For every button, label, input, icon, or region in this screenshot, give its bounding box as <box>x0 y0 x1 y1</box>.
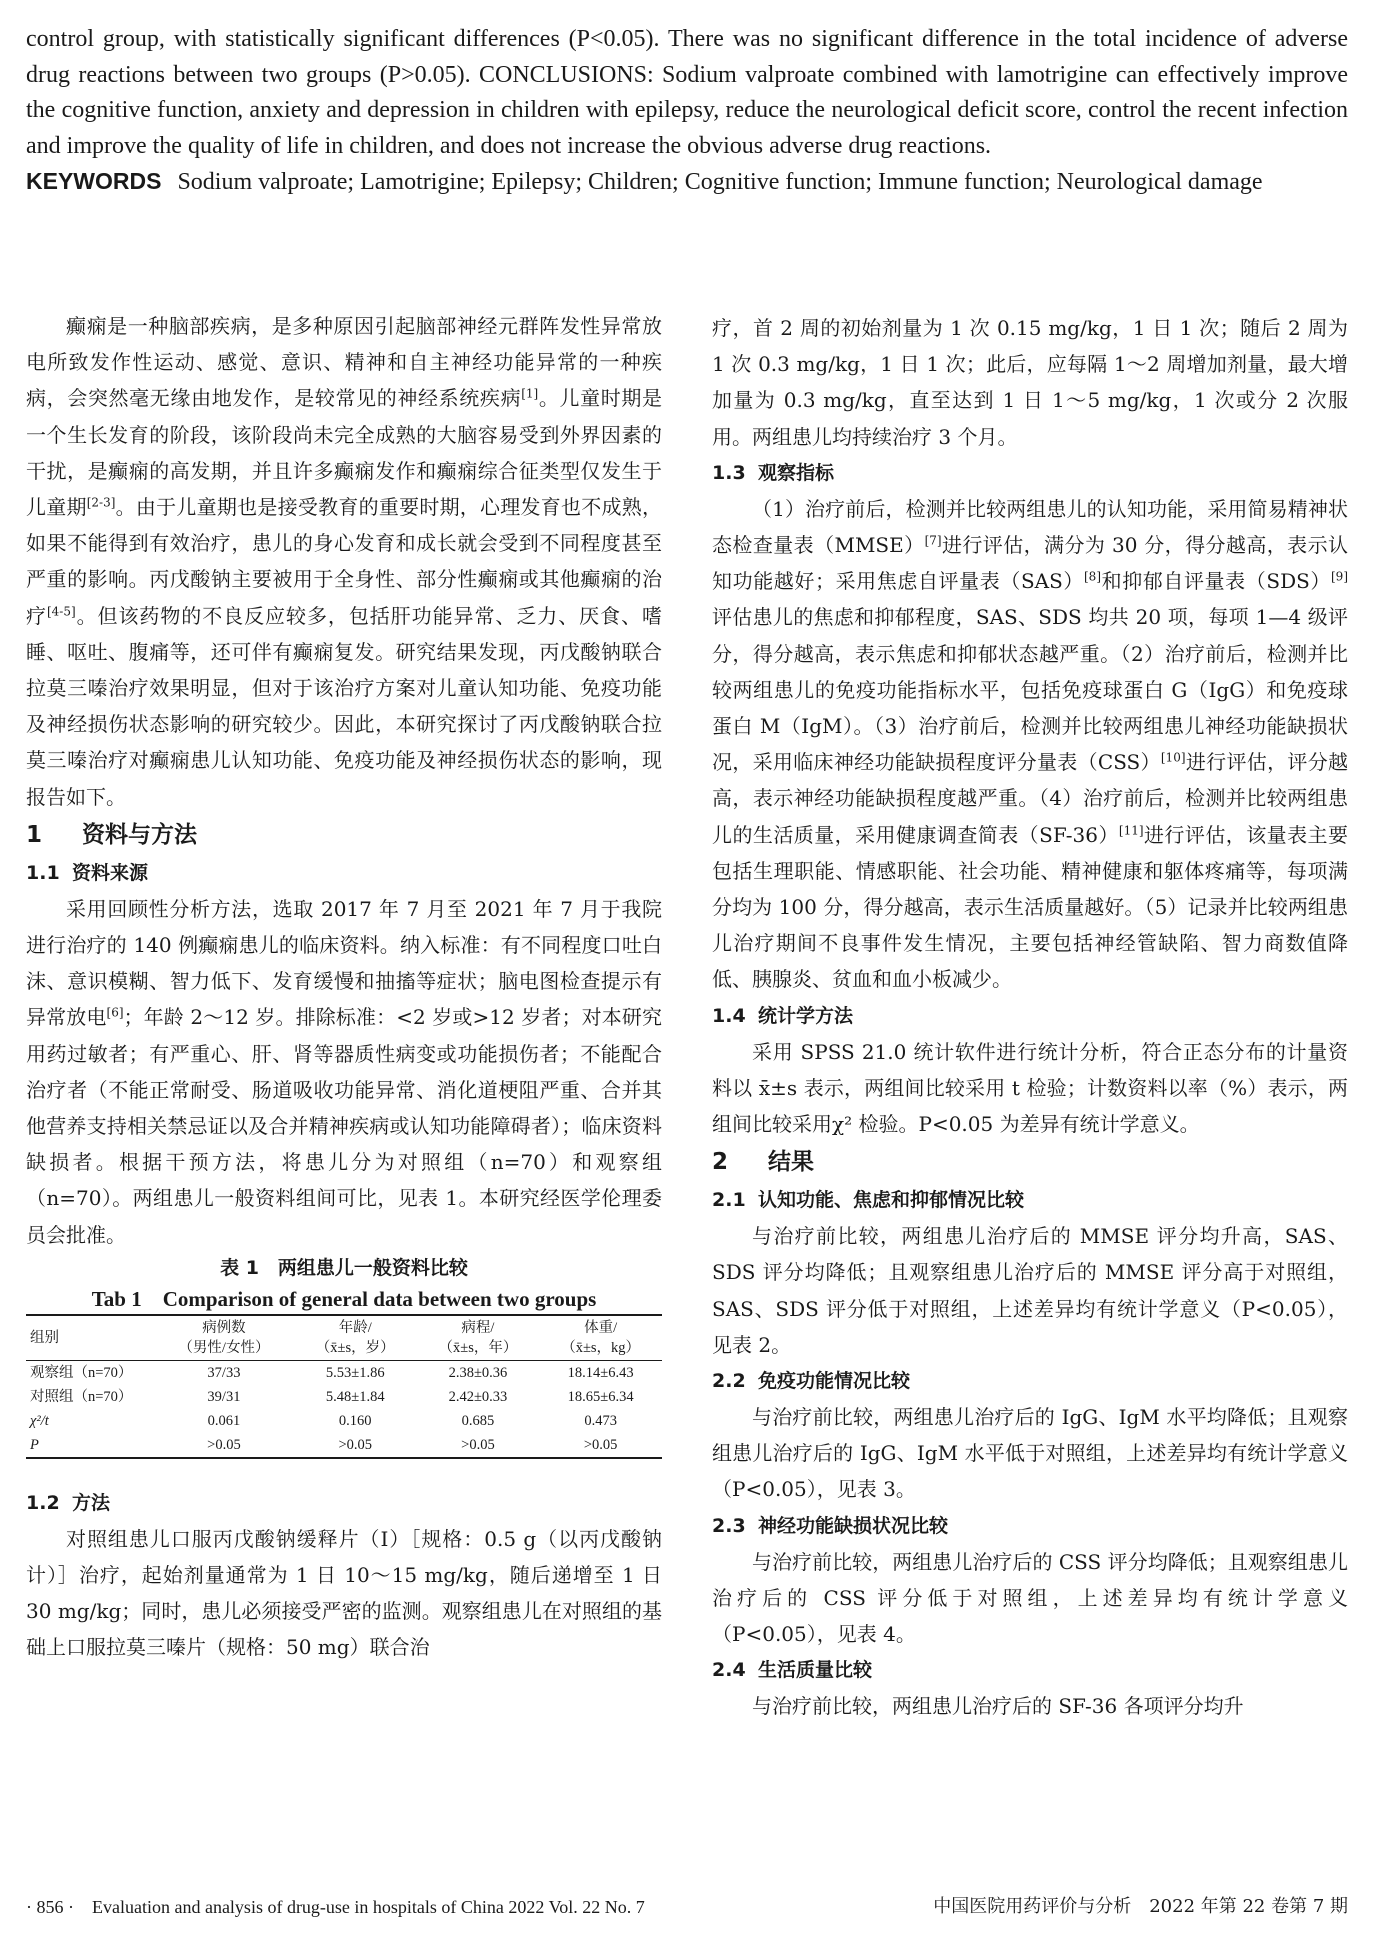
abstract-text: control group, with statistically significant differences (P<0.05). There was no significant difference in the total incidence of adverse drug reactions between two groups (P>0.05). CONCLUSIONS: Sodium valproate combined with lamotrigine can effectively improve the cognitive function, anxiety and depression in children with epilepsy, reduce the neurological deficit score, control the recent infection and improve the quality of life in children, and does not increase the obvious adverse drug reactions. <box>26 26 1348 159</box>
table-cell: >0.05 <box>461 1436 495 1453</box>
section-number: 1.1 <box>26 861 60 884</box>
statistics-paragraph: 采用 SPSS 21.0 统计软件进行统计分析，符合正态分布的计量资料以 x̄±s 表示，两组间比较采用 t 检验；计数资料以率（%）表示，两组间比较采用χ² 检验。P<0.05 为差异有统计学意义。 <box>712 1039 1348 1137</box>
table-cell: 5.53±1.86 <box>325 1364 385 1381</box>
table-row <box>26 1409 662 1433</box>
section-heading-2-2 <box>712 1363 1348 1399</box>
obs-text-4: 评估患儿的焦虑和抑郁程度，SAS、SDS 均共 20 项，每项 1—4 级评分，得分越高，表示焦虑和抑郁状态越严重。（2）治疗前后，检测并比较两组患儿的免疫功能指标水平，包括免疫球蛋白 G（IgG）和免疫球蛋白 M（IgM）。（3）治疗前后，检测并比较两组患儿神经功能缺损状况，采用临床神经功能缺损程度评分量表（CSS） <box>712 605 1348 775</box>
table-caption-cn: 表 1 两组患儿一般资料比较 <box>220 1256 468 1279</box>
result-paragraph: 与治疗前比较，两组患儿治疗后的 MMSE 评分均升高，SAS、SDS 评分均降低；且观察组患儿治疗后的 MMSE 评分高于对照组，SAS、SDS 评分低于对照组，上述差异均有统计学意义（P<0.05），见表 2。 <box>712 1224 1348 1357</box>
table-cell: 37/33 <box>207 1364 241 1381</box>
section-heading-1-3 <box>712 455 1348 491</box>
table-row <box>26 1385 662 1409</box>
citation: [11] <box>1118 822 1144 837</box>
table-1 <box>26 1253 662 1459</box>
table-cell: χ²/t <box>30 1412 49 1429</box>
citation: [1] <box>521 386 539 401</box>
section-title: 方法 <box>72 1491 111 1514</box>
english-abstract <box>26 22 1348 201</box>
section-title: 统计学方法 <box>758 1004 854 1027</box>
table-caption-en: Tab 1 Comparison of general data between two groups <box>91 1286 597 1311</box>
table-cell: >0.05 <box>583 1436 618 1453</box>
observation-paragraph <box>712 491 1348 998</box>
section-number: 1 <box>26 821 43 848</box>
table-cell: 0.061 <box>207 1412 241 1429</box>
table-cell: P <box>30 1436 39 1453</box>
section-heading-2 <box>712 1142 1348 1182</box>
intro-text-2: 。儿童时期是一个生长发育的阶段，该阶段尚未完全成熟的大脑容易受到外界因素的干扰，是癫痫的高发期，并且许多癫痫发作和癫痫综合征类型仅发生于儿童期 <box>26 386 663 520</box>
obs-text-3: 和抑郁自评量表（SDS） <box>1101 569 1331 594</box>
section-number: 2.2 <box>712 1370 746 1393</box>
table-cell: 18.65±6.34 <box>567 1388 634 1405</box>
section-heading-2-3 <box>712 1508 1348 1544</box>
table-cell: >0.05 <box>207 1436 241 1453</box>
citation: [9] <box>1331 569 1348 584</box>
table-cell: >0.05 <box>338 1436 373 1453</box>
citation: [2-3] <box>86 495 116 510</box>
obs-text-2: 进行评估，满分为 30 分，得分越高，表示认知功能越好；采用焦虑自评量表（SAS） <box>712 533 1348 594</box>
section-title: 认知功能、焦虑和抑郁情况比较 <box>758 1189 1025 1212</box>
section-heading-1 <box>26 815 662 855</box>
section-heading-2-1 <box>712 1182 1348 1218</box>
header-cell: 组别 <box>30 1329 59 1346</box>
header-cell: 病程/ （x̄±s，年） <box>438 1319 518 1356</box>
intro-text-4: 。但该药物的不良反应较多，包括肝功能异常、乏力、厌食、嗜睡、呕吐、腹痛等，还可伴有癫痫复发。研究结果发现，丙戊酸钠联合拉莫三嗪治疗效果明显，但对于该治疗方案对儿童认知功能、免疫功能及神经损伤状态影响的研究较少。因此，本研究探讨了丙戊酸钠联合拉莫三嗪治疗对癫痫患儿认知功能、免疫功能及神经损伤状态的影响，现报告如下。 <box>26 603 663 809</box>
citation: [8] <box>1084 569 1101 584</box>
section-number: 1.3 <box>712 461 746 484</box>
table-cell: 观察组（n=70） <box>30 1364 133 1381</box>
section-heading-1-2 <box>26 1485 662 1521</box>
section-number: 2.1 <box>712 1189 746 1212</box>
section-number: 2 <box>712 1149 729 1176</box>
intro-text-3: 。由于儿童期也是接受教育的重要时期，心理发育也不成熟，如果不能得到有效治疗，患儿的身心发育和成长就会受到不同程度甚至严重的影响。丙戊酸钠主要被用于全身性、部分性癫痫或其他癫痫的治疗 <box>26 495 663 628</box>
section-title: 资料与方法 <box>82 821 197 848</box>
general-data-table <box>26 1314 662 1459</box>
result-paragraph: 与治疗前比较，两组患儿治疗后的 SF-36 各项评分均升 <box>752 1694 1244 1719</box>
keywords-line <box>26 164 1348 201</box>
header-cell: 病例数 （男性/女性） <box>178 1319 270 1356</box>
section-title: 生活质量比较 <box>758 1659 873 1682</box>
data-source-paragraph <box>26 891 662 1253</box>
intro-text-1: 癫痫是一种脑部疾病，是多种原因引起脑部神经元群阵发性异常放电所致发作性运动、感觉、意识、精神和自主神经功能异常的一种疾病，会突然毫无缘由地发作，是较常见的神经系统疾病 <box>26 314 662 411</box>
section-title: 资料来源 <box>72 861 149 884</box>
obs-text-5: 进行评估，评分越高，表示神经功能缺损程度越严重。（4）治疗前后，检测并比较两组患儿的生活质量，采用健康调查简表（SF-36） <box>712 750 1348 847</box>
section-number: 1.4 <box>712 1004 746 1027</box>
section-number: 1.2 <box>26 1491 60 1514</box>
result-paragraph: 与治疗前比较，两组患儿治疗后的 IgG、IgM 水平均降低；且观察组患儿治疗后的 IgG、IgM 水平低于对照组，上述差异均有统计学意义（P<0.05），见表 3。 <box>712 1405 1348 1502</box>
table-cell: 0.685 <box>461 1412 495 1429</box>
table-cell: 对照组（n=70） <box>30 1388 133 1405</box>
table-cell: 2.38±0.36 <box>448 1364 508 1381</box>
citation: [4-5] <box>46 603 76 618</box>
obs-text-1: （1）治疗前后，检测并比较两组患儿的认知功能，采用简易精神状态检查量表（MMSE） <box>712 496 1348 558</box>
section-heading-2-4 <box>712 1652 1348 1688</box>
keywords-label: KEYWORDS <box>26 168 162 195</box>
section-heading-1-4 <box>712 998 1348 1034</box>
section-title: 神经功能缺损状况比较 <box>758 1514 949 1537</box>
page-footer <box>26 1892 1348 1922</box>
intro-paragraph <box>26 308 662 815</box>
left-column <box>26 308 662 1666</box>
table-row <box>26 1433 662 1458</box>
spacer <box>26 1459 662 1485</box>
result-paragraph: 与治疗前比较，两组患儿治疗后的 CSS 评分均降低；且观察组患儿治疗后的 CSS 评分低于对照组，上述差异均有统计学意义（P<0.05），见表 4。 <box>712 1549 1348 1647</box>
citation: [10] <box>1160 750 1186 765</box>
section-title: 免疫功能情况比较 <box>758 1370 911 1393</box>
header-cell: 体重/ （x̄±s，kg） <box>561 1319 641 1356</box>
table-cell: 39/31 <box>207 1388 241 1405</box>
table-cell: 0.160 <box>338 1412 372 1429</box>
method-paragraph-continued: 疗，首 2 周的初始剂量为 1 次 0.15 mg/kg，1 日 1 次；随后 2 周为 1 次 0.3 mg/kg，1 日 1 次；此后，应每隔 1～2 周增加剂量，最大增加量为 0.3 mg/kg，直至达到 1 日 1～5 mg/kg，1 次或分 2 次服用。两组患儿均持续治疗 3 个月。 <box>712 316 1348 449</box>
table-cell: 5.48±1.84 <box>325 1388 385 1405</box>
footer-left: · 856 · Evaluation and analysis of drug-use in hospitals of China 2022 Vol. 22 No. 7 <box>26 1897 645 1917</box>
source-text-2: ；年龄 2～12 岁。排除标准：<2 岁或>12 岁者；对本研究用药过敏者；有严重心、肝、肾等器质性病变或功能损伤者；不能配合治疗者（不能正常耐受、肠道吸收功能异常、消化道梗阻严重、合并其他营养支持相关禁忌证以及合并精神疾病或认知功能障碍者）；临床资料缺损者。根据干预方法，将患儿分为对照组（n=70）和观察组（n=70）。两组患儿一般资料组间可比，见表 1。本研究经医学伦理委员会批准。 <box>26 1005 662 1247</box>
keywords-text: Sodium valproate; Lamotrigine; Epilepsy; Children; Cognitive function; Immune function; Neurological damage <box>177 169 1263 196</box>
section-title: 观察指标 <box>758 461 835 484</box>
footer-right: 中国医院用药评价与分析 2022 年第 22 卷第 7 期 <box>933 1896 1348 1917</box>
section-number: 2.3 <box>712 1514 746 1537</box>
right-column <box>712 310 1348 1725</box>
header-cell: 年龄/ （x̄±s，岁） <box>315 1319 395 1356</box>
table-row <box>26 1360 662 1385</box>
method-paragraph: 对照组患儿口服丙戊酸钠缓释片（I）［规格：0.5 g（以丙戊酸钠计）］治疗，起始剂量通常为 1 日 10～15 mg/kg，随后递增至 1 日 30 mg/kg；同时，患儿必须接受严密的监测。观察组患儿在对照组的基础上口服拉莫三嗪片（规格：50 mg）联合治 <box>26 1526 662 1660</box>
obs-text-6: 进行评估，该量表主要包括生理职能、情感职能、社会功能、精神健康和躯体疼痛等，每项满分均为 100 分，得分越高，表示生活质量越好。（5）记录并比较两组患儿治疗期间不良事件发生情况，主要包括神经管缺陷、智力商数值降低、胰腺炎、贫血和血小板减少。 <box>712 822 1348 992</box>
citation: [6] <box>106 1005 124 1020</box>
table-header-row <box>26 1315 662 1361</box>
citation: [7] <box>924 533 942 548</box>
section-title: 结果 <box>768 1149 814 1176</box>
section-heading-1-1 <box>26 855 662 891</box>
section-number: 2.4 <box>712 1659 746 1682</box>
table-cell: 18.14±6.43 <box>567 1364 634 1381</box>
source-text-1: 采用回顾性分析方法，选取 2017 年 7 月至 2021 年 7 月于我院进行治疗的 140 例癫痫患儿的临床资料。纳入标准：有不同程度口吐白沫、意识模糊、智力低下、发育缓慢和抽搐等症状；脑电图检查提示有异常放电 <box>26 896 662 1030</box>
table-cell: 2.42±0.33 <box>448 1388 508 1405</box>
table-cell: 0.473 <box>584 1412 617 1429</box>
